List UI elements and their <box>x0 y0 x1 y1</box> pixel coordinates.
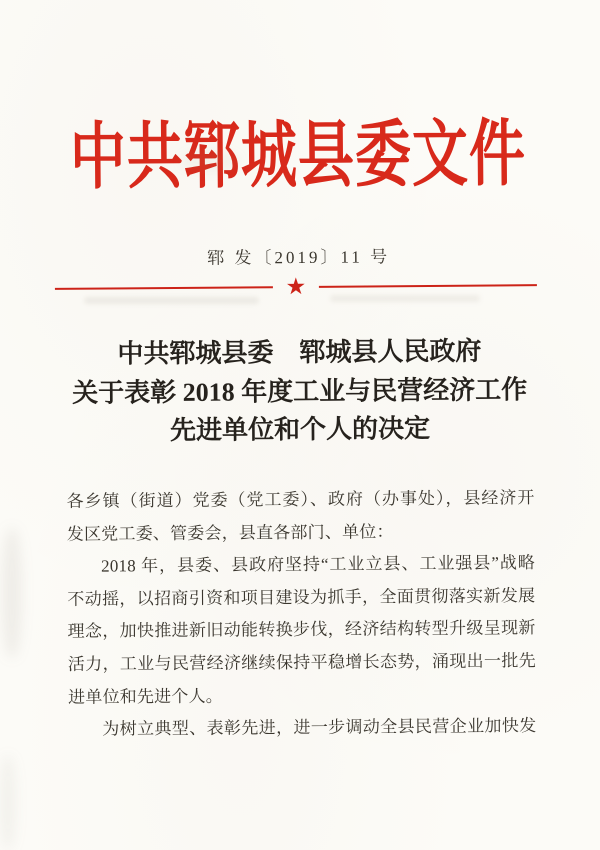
document-title-line: 关于表彰 2018 年度工业与民营经济工作 <box>72 374 528 408</box>
document-title-line: 先进单位和个人的决定 <box>169 413 431 446</box>
body-line: 为树立典型、表彰先进，进一步调动全县民营企业加快发 <box>102 716 537 739</box>
body-line: 活力，工业与民营经济继续保持平稳增长态势，涌现出一批先 <box>67 651 536 674</box>
body-line: 不动摇，以招商引资和项目建设为抓手，全面贯彻落实新发展 <box>67 585 536 609</box>
body-line: 各乡镇（街道）党委（党工委）、政府（办事处），县经济开 <box>66 488 535 511</box>
star-icon: ★ <box>285 273 307 300</box>
document-title <box>39 332 560 452</box>
body-line: 进单位和先进个人。 <box>68 686 224 707</box>
body-line: 理念，加快推进新旧动能转换步伐，经济结构转型升级呈现新 <box>67 618 536 642</box>
separator-rule-right <box>319 284 537 288</box>
document-title-line: 中共郓城县委 郓城县人民政府 <box>117 336 482 369</box>
document-number: 郓 发〔2019〕11 号 <box>207 247 391 268</box>
red-header-title: 中共郓城县委文件 <box>69 114 527 199</box>
body-line: 发区党工委、管委会，县直各部门、单位： <box>66 521 394 544</box>
red-separator <box>55 274 537 300</box>
body-line: 2018 年，县委、县政府坚持“工业立县、工业强县”战略 <box>101 553 536 576</box>
document-body <box>66 482 536 746</box>
separator-rule-left <box>55 286 273 290</box>
